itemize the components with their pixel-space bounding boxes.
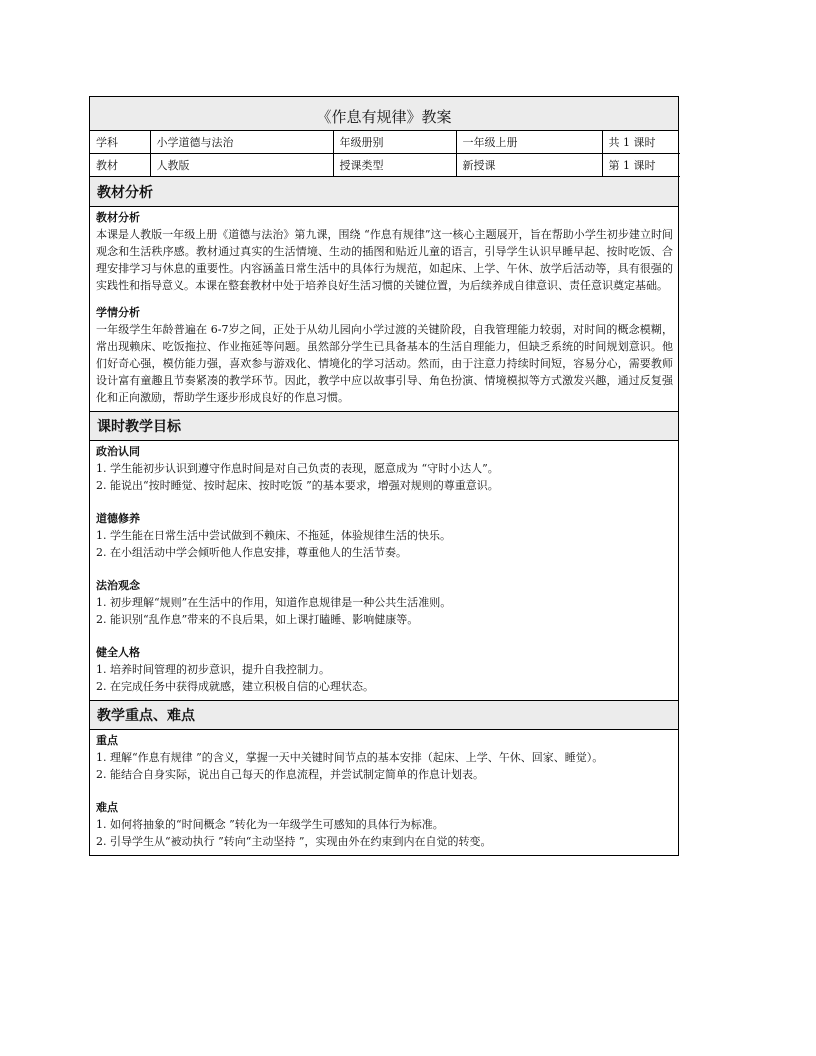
info-cell: 新授课 — [456, 154, 602, 177]
section-body-keypoints — [90, 730, 678, 855]
list-item: 2. 引导学生从“被动执行 ”转向“主动坚持 ”，实现由外在约束到内在自觉的转变。 — [96, 835, 492, 848]
list-item: 2. 在完成任务中获得成就感，建立积极自信的心理状态。 — [96, 680, 374, 693]
list-item: 1. 如何将抽象的“时间概念 ”转化为一年级学生可感知的具体行为标准。 — [96, 818, 444, 831]
info-row-subject — [90, 131, 680, 154]
list-item: 2. 能结合自身实际，说出自己每天的作息流程，并尝试制定简单的作息计划表。 — [96, 768, 484, 781]
info-cell: 年级册别 — [333, 131, 456, 154]
subsection-title: 道德修养 — [96, 512, 140, 525]
subsection-title: 重点 — [96, 734, 118, 747]
info-cell: 授课类型 — [333, 154, 456, 177]
lesson-plan-document — [89, 96, 679, 856]
section-body-goals — [90, 441, 678, 700]
section-title: 教材分析 — [97, 185, 153, 201]
section-title: 课时教学目标 — [97, 419, 181, 435]
section-header-analysis — [90, 177, 678, 207]
info-cell: 教材 — [90, 154, 150, 177]
subsection-title: 教材分析 — [96, 211, 140, 224]
title-bar — [90, 97, 678, 131]
section-header-keypoints — [90, 700, 678, 730]
subsection-title: 学情分析 — [96, 306, 140, 319]
info-cell: 第 1 课时 — [602, 154, 680, 177]
info-cell: 学科 — [90, 131, 150, 154]
student-analysis-text: 一年级学生年龄普遍在 6-7岁之间，正处于从幼儿园向小学过渡的关键阶段，自我管理能力较弱，对时间的概念模糊，常出现赖床、吃饭拖拉、作业拖延等问题。虽然部分学生已具备基本的生活自理能力，但缺乏系统的时间规划意识。他们好奇心强，模仿能力强，喜欢参与游戏化、情境化的学习活动。然而，由于注意力持续时间短，容易分心，需要教师设计富有童趣且节奏紧凑的教学环节。因此，教学中应以故事引导、角色扮演、情境模拟等方式激发兴趣，通过反复强化和正向激励，帮助学生逐步形成良好的作息习惯。 — [96, 323, 673, 404]
info-cell: 共 1 课时 — [602, 131, 680, 154]
list-item: 2. 在小组活动中学会倾听他人作息安排，尊重他人的生活节奏。 — [96, 546, 407, 559]
info-cell: 一年级上册 — [456, 131, 602, 154]
section-header-goals — [90, 411, 678, 441]
section-body-analysis — [90, 207, 678, 411]
material-analysis-text: 本课是人教版一年级上册《道德与法治》第九课，围绕 “作息有规律”这一核心主题展开，旨在帮助小学生初步建立时间观念和生活秩序感。教材通过真实的生活情境、生动的插图和贴近儿童的语言，引导学生认识早睡早起、按时吃饭、合理安排学习与休息的重要性。内容涵盖日常生活中的具体行为规范，如起床、上学、午休、放学后活动等，具有很强的实践性和指导意义。本课在整套教材中处于培养良好生活习惯的关键位置，为后续养成自律意识、责任意识奠定基础。 — [96, 228, 673, 292]
list-item: 1. 学生能初步认识到遵守作息时间是对自己负责的表现，愿意成为 “守时小达人”。 — [96, 462, 499, 475]
info-cell: 人教版 — [150, 154, 333, 177]
document-title: 《作息有规律》教案 — [316, 108, 452, 126]
info-table — [90, 131, 680, 177]
subsection-title: 难点 — [96, 801, 118, 814]
section-title: 教学重点、难点 — [97, 708, 195, 724]
subsection-title: 法治观念 — [96, 579, 140, 592]
list-item: 1. 初步理解“规则”在生活中的作用，知道作息规律是一种公共生活准则。 — [96, 596, 452, 609]
info-row-textbook — [90, 154, 680, 177]
list-item: 2. 能识别“乱作息”带来的不良后果，如上课打瞌睡、影响健康等。 — [96, 613, 419, 626]
info-cell: 小学道德与法治 — [150, 131, 333, 154]
list-item: 1. 培养时间管理的初步意识，提升自我控制力。 — [96, 663, 330, 676]
list-item: 1. 理解“作息有规律 ”的含义，掌握一天中关键时间节点的基本安排（起床、上学、午休、回家、睡觉）。 — [96, 751, 604, 764]
subsection-title: 政治认同 — [96, 445, 140, 458]
subsection-title: 健全人格 — [96, 646, 140, 659]
list-item: 1. 学生能在日常生活中尝试做到不赖床、不拖延，体验规律生活的快乐。 — [96, 529, 451, 542]
list-item: 2. 能说出“按时睡觉、按时起床、按时吃饭 ”的基本要求，增强对规则的尊重意识。 — [96, 479, 499, 492]
